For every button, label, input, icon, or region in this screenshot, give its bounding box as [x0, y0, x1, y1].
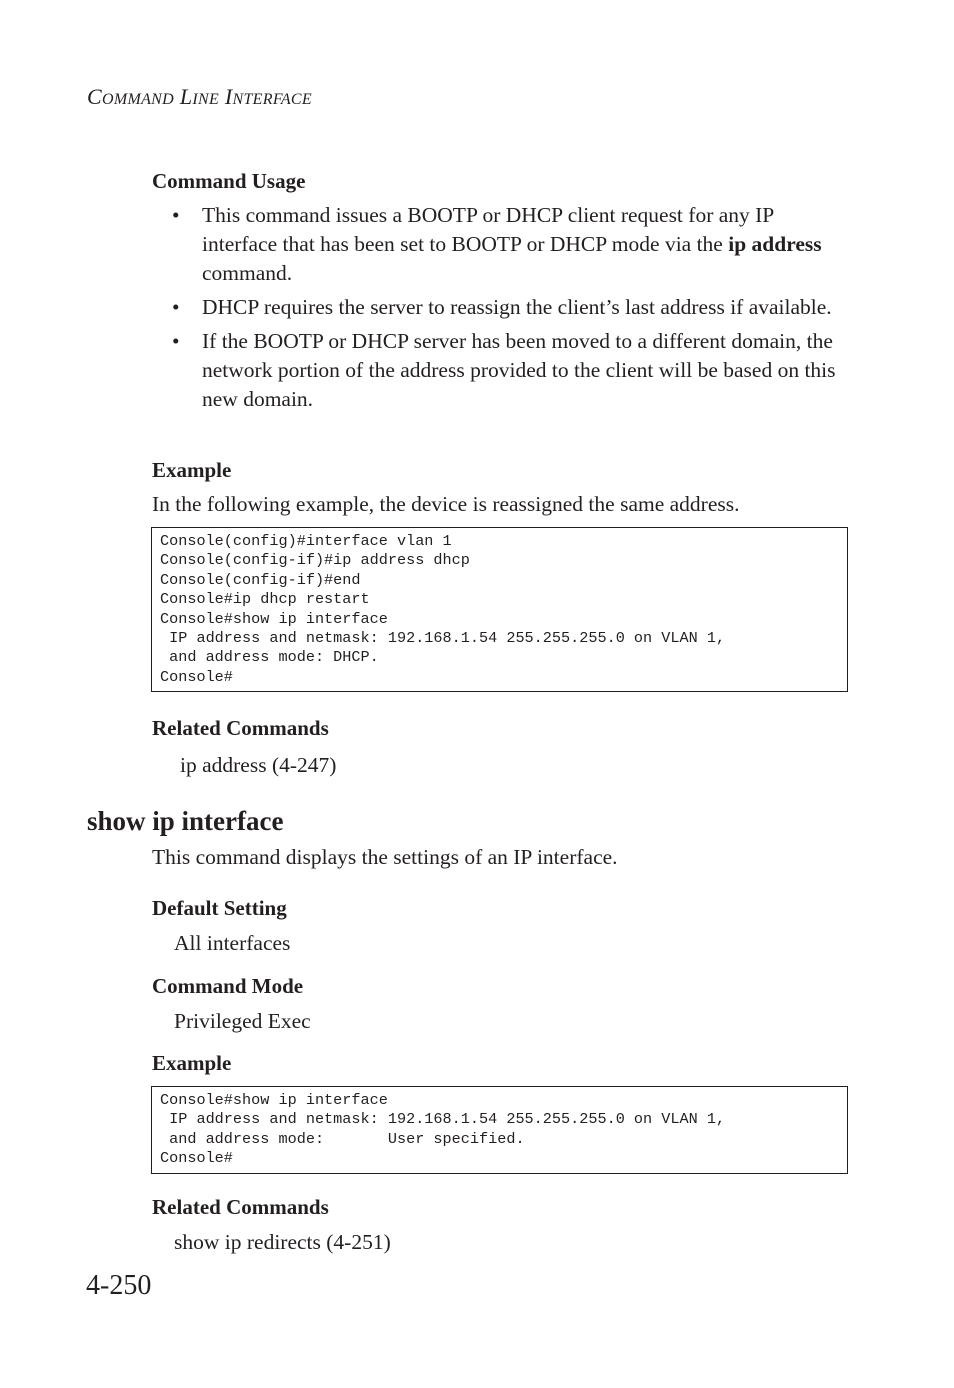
default-setting-heading: Default Setting — [152, 896, 287, 920]
command-mode-value: Privileged Exec — [174, 1009, 311, 1033]
list-item: • This command issues a BOOTP or DHCP client request for any IP interface that has been set to BOOTP or DHCP mode via the ip address command. — [172, 203, 822, 285]
command-usage-heading: Command Usage — [152, 169, 306, 193]
section-title: show ip interface — [87, 806, 284, 836]
command-mode-heading: Command Mode — [152, 974, 304, 998]
running-header: COMMAND LINE INTERFACE — [87, 84, 312, 109]
list-item: • DHCP requires the server to reassign the client’s last address if available. — [172, 295, 832, 319]
usage-bullet-list — [152, 201, 852, 419]
example-heading: Example — [152, 458, 232, 482]
code-block: Console(config)#interface vlan 1 Console(config-if)#ip address dhcp Console(config-if)#end Console#ip dhcp restart Console#show ip interface IP address and netmask: 192.168.1.54 255.255.255.0 on VLAN 1, and address mode: DHCP. Console# — [151, 527, 848, 692]
code-block: Console#show ip interface IP address and netmask: 192.168.1.54 255.255.255.0 on VLAN 1, and address mode: User specified. Console# — [151, 1086, 848, 1174]
related-commands-heading: Related Commands — [152, 1195, 329, 1219]
page-number: 4-250 — [86, 1270, 152, 1301]
related-commands-heading: Related Commands — [152, 716, 329, 740]
related-command-link[interactable]: ip address (4-247) — [180, 753, 337, 777]
example-intro: In the following example, the device is reassigned the same address. — [152, 492, 740, 516]
example-heading: Example — [152, 1051, 232, 1075]
list-item: • If the BOOTP or DHCP server has been moved to a different domain, the network portion of the address provided to the client will be based on this new domain. — [172, 329, 836, 411]
related-command-link[interactable]: show ip redirects (4-251) — [174, 1230, 391, 1254]
section-description: This command displays the settings of an IP interface. — [152, 845, 618, 869]
default-setting-value: All interfaces — [174, 931, 291, 955]
